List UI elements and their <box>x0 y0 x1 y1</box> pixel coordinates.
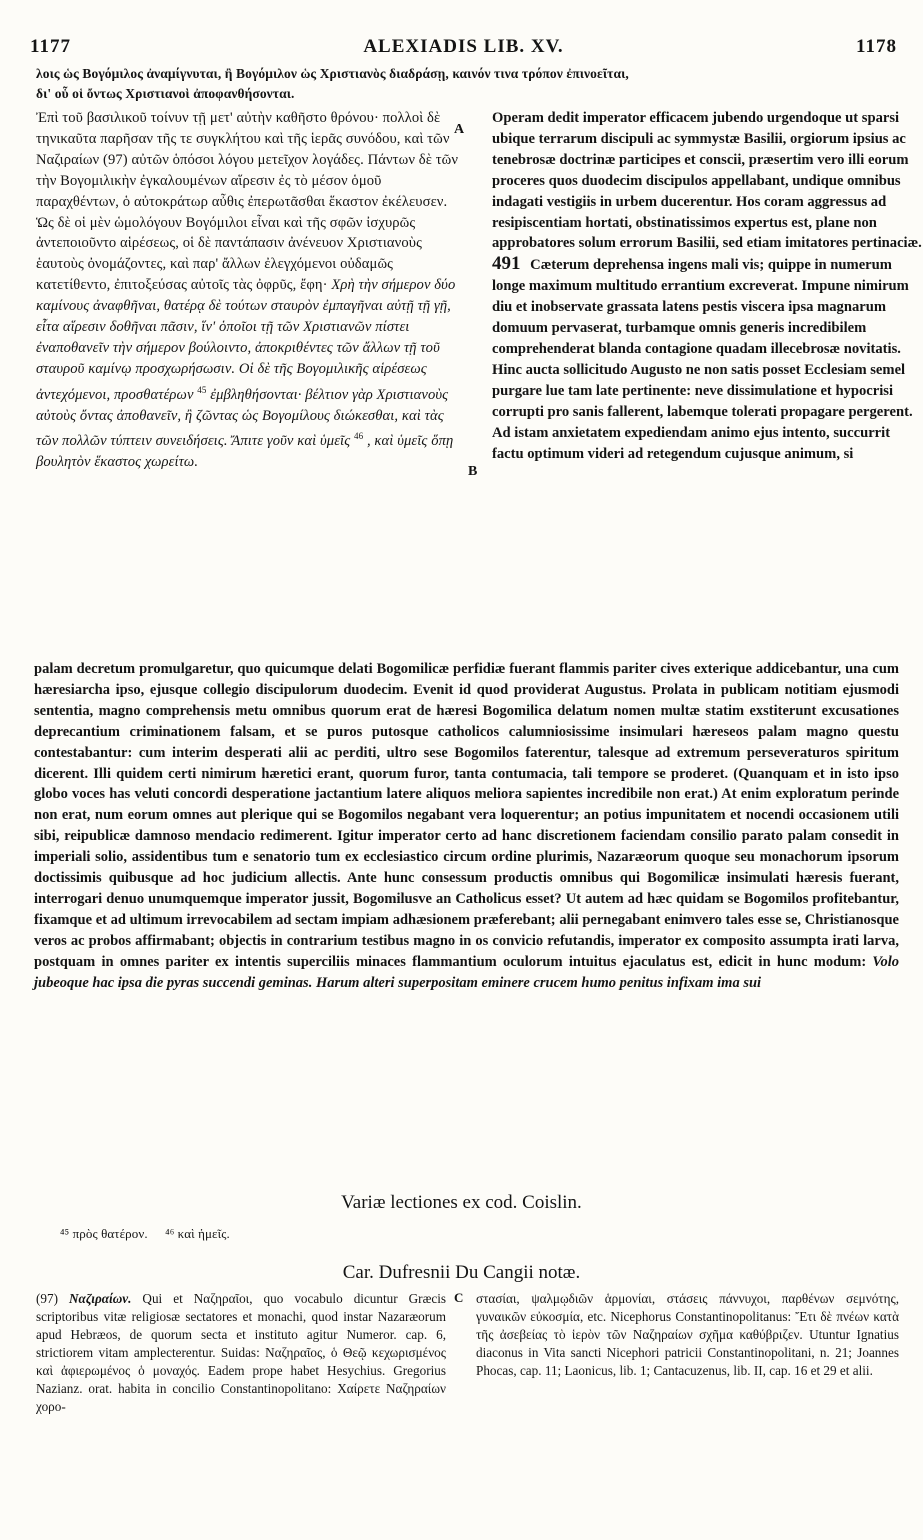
latin-text: Cæterum deprehensa ingens mali vis; quippe in numerum longe maximum multitudo errantium excreverat. Impune nimirum diu et inobservate grassata latens pestis viscera ipsa magnarum domuum pervaserat, turbamque omnis generis incredibilem comprehenderat blanda contagione quadam illecebrosæ novitatis. Hinc aucta sollicitudo Augusto ne non satis posset Ecclesiam semel purgare lue tam late pertinente: neve dissimulatione et hypocrisi corrupti pro sanis fallerent, labemque tolerati propagare pergerent. Ad istam anxietatem expediendam animo ejus intento, succurrit factu optimum videri ad retegendum cujusque animum, si <box>492 257 913 462</box>
intro-line: λοις ὡς Βογόμιλος ἀναμίγνυται, ἢ Βογόμιλον ὡς Χριστιανὸς διαδράσῃ, καινόν τινα τρόπον ἐπινοεῖται, <box>36 66 629 81</box>
full-width-latin-text <box>34 659 899 994</box>
greek-text: Ἐπὶ τοῦ βασιλικοῦ τοίνυν τῇ μετ' αὐτὴν καθῆστο θρόνου· πολλοὶ δὲ τηνικαῦτα παρῆσαν τῆς τε συγκλήτου καὶ τῆς ἱερᾶς συνόδου, καὶ τῶν Ναζιραίων (97) αὐτῶν ὁπόσοι λόγου μετεῖχον λογάδες. Πάντων δὲ τῶν τὴν Βογομιλικὴν ἐγκαλουμένων αἵρεσιν ἐς τὸ μέσον ὁμοῦ παραχθέντων, ὁ αὐτοκράτωρ αὖθις ἐπερωτᾶσθαι ἕκαστον ἐκέλευσεν. Ὡς δὲ οἱ μὲν ὡμολόγουν Βογόμιλοι εἶναι καὶ τῆς σφῶν ἰσχυρῶς ἀντεποιοῦντο αἱρέσεως, οἱ δὲ παντάπασιν ἀνένευον Χριστιανοὺς ἑαυτοὺς ὀνομάζοντες, καὶ παρ' ἄλλων ἐλεγχόμενοι οὐδαμῶς κατετίθεντο, ἐπιτοξεύσας αὐτοῖς τὰς ὀφρῦς, ἔφη· <box>36 110 459 294</box>
margin-letter-a: A <box>454 122 465 137</box>
variant-reading: ⁴⁵ πρὸς θατέρον. <box>60 1226 148 1241</box>
notes-section <box>36 1290 899 1480</box>
column-number-right: 1178 <box>856 36 897 57</box>
note-number: (97) <box>36 1291 58 1306</box>
greek-emperor-speech: , καὶ ὑμεῖς ὅπῃ βουλητὸν ἕκαστος χωρείτω. <box>36 433 454 471</box>
latin-text: Operam dedit imperator efficacem jubendo urgendoque ut sparsi ubique terrarum discipuli ac symmystæ Basilii, orgiorum ipsius ac tenebrosæ doctrinæ participes et conscii, præsertim vero illi eorum proceres quos duodecim discipulos appellabant, undique omnibus indagati vestigiis in urbem ducerentur. Hos coram aggressus ad resipiscentiam hortati, obstinatissimos expertus est, plane non approbatores solum errorum Basilii, sed etiam imitatores pertinaciæ. <box>492 110 922 252</box>
variant-reading: ⁴⁶ καὶ ἡμεῖς. <box>165 1226 230 1241</box>
note-text: στασίαι, ψαλμῳδιῶν ἁρμονίαι, στάσεις πάννυχοι, παρθένων σεμνότης, γυναικῶν εὐκοσμία, etc. Nicephorus Constantinopolitanus: Ἔτι δὲ πνέων κατὰ τῆς ἀσεβείας τὸ ἱερὸν τῶν Ναζηραίων σχῆμα καθύβριζεν. Utuntur Ignatius diaconus in Vita sancti Nicephori patricii Constantinopolitani, n. 21; Joannes Phocas, cap. 11; Laonicus, lib. 1; Cantacuzenus, lib. II, cap. 16 et 29 et alii. <box>476 1291 899 1378</box>
latin-column <box>492 108 922 464</box>
margin-letter-b: B <box>468 464 478 479</box>
latin-paragraph: palam decretum promulgaretur, quo quicumque delati Bogomilicæ perfidiæ fuerant flammis pariter cives exterique addicebantur, una cum hæresiarcha ipso, ejusque collegio discipulorum duodecim. Evenit id quod providerat Augustus. Prolata in publicam notitiam ejusmodi sententia, magno comprehensis metu omnibus quorum erat de hæresi Bogomilica delatum nomen multæ statim exstiterunt excusationes deprecantium criminationem falsam, et se puros putosque catholicos calumniosissime insimulari hæreseos palam magno questu contestabantur: cum interim desperati alii ac perditi, ultro sese Bogomilos faterentur, talesque ad extremum perseveraturos spiritum dicerent. Illi quidem certi nimirum hæretici erant, quorum furor, tanta contumacia, tali tempore se proderet. (Quanquam et in isto ipso globo voces has veluti concordi desperatione jactantium latere aliquos meliora sapientes incredibile non erat.) At enim exploratum perinde non erat, num eorum omnes aut plerique qui se Bogomilos negabant vera loquerentur; an potius impunitatem et nocendi occasionem utili sibi, reipublicæ damnoso mendacio redimerent. Igitur imperator certo ad hanc discretionem faciendam consilio parato palam consedit in imperiali solio, assidentibus tum e senatorio tum ex ecclesiastico circum ordine plurimis, Nazaræorum quoque seu monachorum ipsorum doctissimis quibusque ad hoc judicium allectis. Ante hunc consessum productis omnibus qui Bogomilicæ insimulati hæresis fuerant, interrogari denuo unumquemque imperator jussit, Bogomilusve an Catholicus esset? Ut autem ad hæc quidam se Bogomilos profitebantur, fixamque et ad ultimum irrevocabilem ad sectam impiam adhæsionem præferebant; alii pernegabant enimvero tales esse se, Christianosque veros ac probos affirmabant; objectis in contrarium testibus magno in os convicio refutandis, imperator ex composito assumpta irati larva, postquam in omnes pariter ex intentis superciliis minaces flammantium oculorum intuitus ejaculatus est, edicit in hunc modum: <box>34 661 899 970</box>
notes-column-left <box>36 1290 446 1416</box>
footnote-ref: 45 <box>197 384 207 395</box>
greek-emperor-speech: Χρὴ τὴν σήμερον δύο καμίνους ἀναφθῆναι, θατέρᾳ δὲ τούτων σταυρὸν ἐμπαγῆναι αὐτῇ τῇ γῇ, εἶτα αἵρεσιν δοθῆναι πᾶσιν, ἵν' ὁποῖοι τῇ τῶν Χριστιανῶν πίστει ἐναποθανεῖν τὴν σήμερον βούλοιντο, ἀποκριθέντες τῶν ἄλλων τῇ τοῦ σταυροῦ καμίνῳ προσχωρήσωσιν. Οἱ δὲ τῆς Βογομιλικῆς αἱρέσεως ἀντεχόμενοι, προσθατέρων <box>36 277 456 403</box>
running-title: ALEXIADIS LIB. XV. <box>363 36 564 57</box>
intro-greek-text <box>36 64 897 104</box>
notes-heading: Car. Dufresnii Du Cangii notæ. <box>342 1262 581 1283</box>
variae-lectiones-heading: Variæ lectiones ex cod. Coislin. <box>341 1192 582 1213</box>
greek-emperor-speech: ἐμβληθήσονται· βέλτιον γὰρ Χριστιανοὺς αὐτοὺς ὄντας ἀποθανεῖν, ἢ ζῶντας ὡς Βογομίλους διώκεσθαι, καὶ τὰς τῶν πολλῶν τύπτειν συνειδήσεις. Ἄπιτε γοῦν καὶ ὑμεῖς <box>36 386 449 450</box>
note-text: Qui et Ναζηραῖοι, quo vocabulo dicuntur Græcis scriptoribus vitæ religiosæ sectatores et monachi, quod instar Nazaræorum apud Hebræos, de quorum secta et instituto agitur Numeror. cap. 6, strictiorem vitam amplecterentur. Suidas: Ναζηραῖος, ὁ Θεῷ κεχωρισμένος καὶ ἀφιερωμένος ὁ μοναχός. Eadem prope habet Hesychius. Gregorius Nazianz. orat. habita in concilio Constantinopolitano: Χαίρετε Ναζηραίων χορο- <box>36 1291 447 1414</box>
intro-line: δι' οὗ οἱ ὄντως Χριστιανοὶ ἀποφανθήσονται. <box>36 86 295 101</box>
note-term: Ναζιραίων. <box>69 1291 132 1306</box>
two-column-section <box>36 108 922 656</box>
footnote-ref: 46 <box>353 431 364 442</box>
variae-lectiones <box>60 1226 244 1242</box>
notes-column-right <box>476 1290 899 1380</box>
greek-column <box>36 108 464 473</box>
margin-letter-c: C <box>454 1290 464 1305</box>
column-number-left: 1177 <box>30 36 71 57</box>
column-marker: 491 <box>492 253 521 275</box>
running-header <box>30 36 897 60</box>
latin-emperor-speech: Volo jubeoque hac ipsa die pyras succendi geminas. Harum alteri superpositam eminere crucem humo penitus infixam ima sui <box>34 953 899 991</box>
